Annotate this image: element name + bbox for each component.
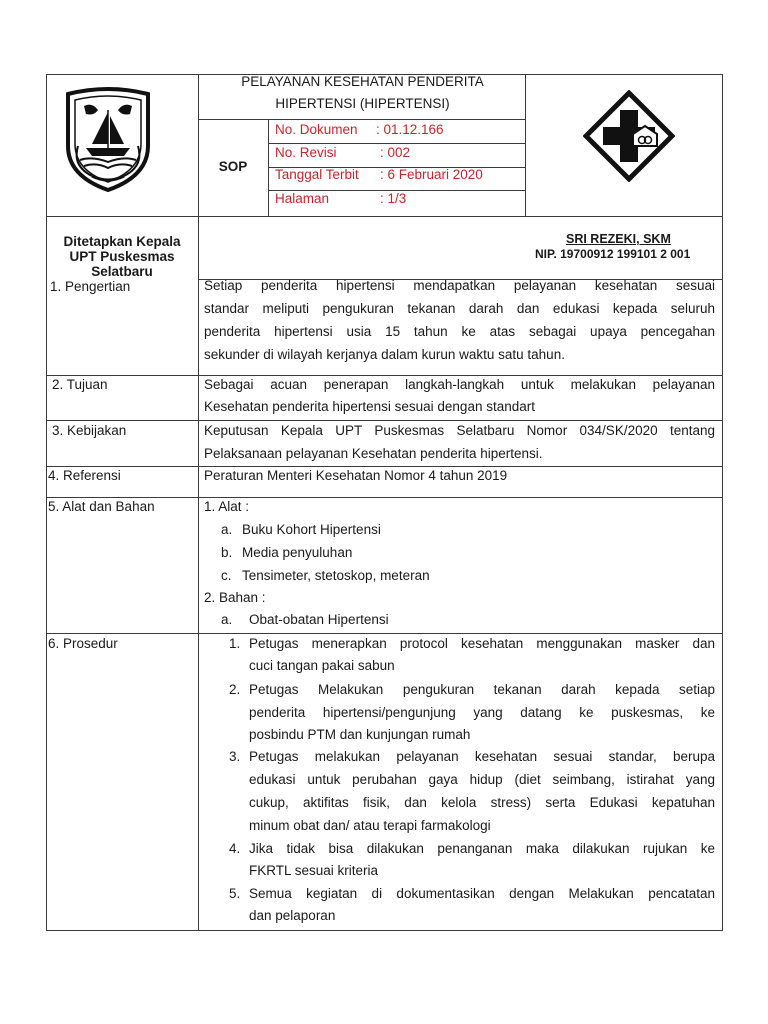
meta-tanggal-label: Tanggal Terbit	[275, 167, 359, 182]
header-bottom-rule	[46, 216, 723, 217]
bahan-heading: 2. Bahan :	[204, 590, 266, 605]
alat-item-marker: c.	[221, 568, 232, 583]
pengertian-line-1: Setiap penderita hipertensi mendapatkan pelayanan kesehatan sesuai	[204, 278, 715, 293]
alat-item-marker: a.	[221, 522, 233, 537]
referensi-line-1: Peraturan Menteri Kesehatan Nomor 4 tahun 2019	[204, 468, 508, 483]
prosedur-step-number: 3.	[229, 749, 241, 764]
alat-item-marker: b.	[221, 545, 233, 560]
alat-item-text: Buku Kohort Hipertensi	[242, 522, 381, 537]
bahan-item-marker: a.	[221, 612, 233, 627]
kebijakan-line-2: Pelaksanaan pelayanan Kesehatan penderita hipertensi.	[204, 446, 543, 461]
prosedur-step-4-line-2: FKRTL sesuai kriteria	[249, 863, 379, 878]
prosedur-step-1-line-2: cuci tangan pakai sabun	[249, 658, 395, 673]
meta-dokumen-label: No. Dokumen	[275, 122, 358, 137]
puskesmas-logo-icon	[583, 90, 675, 182]
prosedur-step-2-line-1: Petugas Melakukan pengukuran tekanan darah kepada setiap	[249, 682, 715, 697]
signatory-nip: NIP. 19700912 199101 2 001	[535, 247, 691, 261]
label-kebijakan: 3. Kebijakan	[52, 423, 127, 438]
alat-item-text: Tensimeter, stetoskop, meteran	[242, 568, 430, 583]
label-alat-bahan: 5. Alat dan Bahan	[48, 499, 155, 514]
meta-halaman-value: : 1/3	[380, 191, 407, 206]
document-title-line-1: PELAYANAN KESEHATAN PENDERITA	[241, 74, 484, 89]
prosedur-step-number: 4.	[229, 841, 241, 856]
pengertian-line-4: sekunder di wilayah kerjanya dalam kurun waktu satu tahun.	[204, 347, 565, 362]
prosedur-step-3-line-1: Petugas melakukan pelayanan kesehatan sesuai standar, berupa	[249, 749, 715, 764]
meta-halaman-label: Halaman	[275, 191, 330, 206]
label-referensi: 4. Referensi	[48, 468, 121, 483]
regional-emblem-icon	[62, 86, 154, 192]
row-rule-3	[46, 420, 723, 421]
pengertian-line-3: penderita hipertensi usia 15 tahun ke atas sebagai upaya pencegahan	[204, 324, 715, 339]
border-left	[46, 74, 47, 931]
header-title-rule	[198, 119, 526, 120]
tujuan-line-2: Kesehatan penderita hipertensi sesuai dengan standart	[204, 399, 535, 414]
row-rule-6	[46, 633, 723, 634]
kebijakan-line-1: Keputusan Kepala UPT Puskesmas Selatbaru Nomor 034/SK/2020 tentang	[204, 423, 715, 438]
alat-heading: 1. Alat :	[204, 499, 250, 514]
prosedur-step-2-line-3: posbindu PTM dan kunjungan rumah	[249, 727, 471, 742]
ditetapkan-line-3: Selatbaru	[91, 264, 153, 279]
border-right	[722, 74, 723, 931]
signatory-name: SRI REZEKI, SKM	[566, 232, 671, 246]
label-pengertian: 1. Pengertian	[50, 279, 131, 294]
document-title-line-2: HIPERTENSI (HIPERTENSI)	[275, 96, 450, 111]
label-prosedur: 6. Prosedur	[48, 636, 118, 651]
tujuan-line-1: Sebagai acuan penerapan langkah-langkah untuk melakukan pelayanan	[204, 377, 715, 392]
meta-revisi-value: : 002	[380, 145, 411, 160]
prosedur-step-3-line-4: minum obat dan/ atau terapi farmakologi	[249, 818, 491, 833]
prosedur-step-3-line-2: edukasi untuk perubahan gaya hidup (diet seimbang, istirahat yang	[249, 772, 715, 787]
border-bottom	[46, 930, 723, 931]
prosedur-step-1-line-1: Petugas menerapkan protocol kesehatan menggunakan masker dan	[249, 636, 715, 651]
sop-label: SOP	[218, 159, 248, 174]
label-tujuan: 2. Tujuan	[52, 377, 108, 392]
prosedur-step-3-line-3: cukup, aktifitas fisik, dan kelola stress) serta Edukasi kepatuhan	[249, 795, 715, 810]
column-divider	[198, 74, 199, 931]
meta-revisi-label: No. Revisi	[275, 145, 337, 160]
header-divider-right	[525, 74, 526, 217]
prosedur-step-2-line-2: penderita hipertensi/pengunjung yang datang ke puskesmas, ke	[249, 705, 715, 720]
alat-item-text: Media penyuluhan	[242, 545, 353, 560]
ditetapkan-line-2: UPT Puskesmas	[69, 249, 175, 264]
meta-dokumen-value: : 01.12.166	[376, 122, 444, 137]
prosedur-step-5-line-2: dan pelaporan	[249, 908, 336, 923]
header-divider-sop	[268, 119, 269, 217]
bahan-item-text: Obat-obatan Hipertensi	[249, 612, 389, 627]
prosedur-step-number: 5.	[229, 886, 241, 901]
prosedur-step-4-line-1: Jika tidak bisa dilakukan penanganan maka dilakukan rujukan ke	[249, 841, 715, 856]
ditetapkan-line-1: Ditetapkan Kepala	[63, 234, 181, 249]
meta-tanggal-value: : 6 Februari 2020	[380, 167, 483, 182]
pengertian-line-2: standar meliputi pengukuran tekanan darah dan edukasi kepada seluruh	[204, 301, 715, 316]
prosedur-step-number: 1.	[229, 636, 241, 651]
prosedur-step-number: 2.	[229, 682, 241, 697]
prosedur-step-5-line-1: Semua kegiatan di dokumentasikan dengan Melakukan pencatatan	[249, 886, 715, 901]
